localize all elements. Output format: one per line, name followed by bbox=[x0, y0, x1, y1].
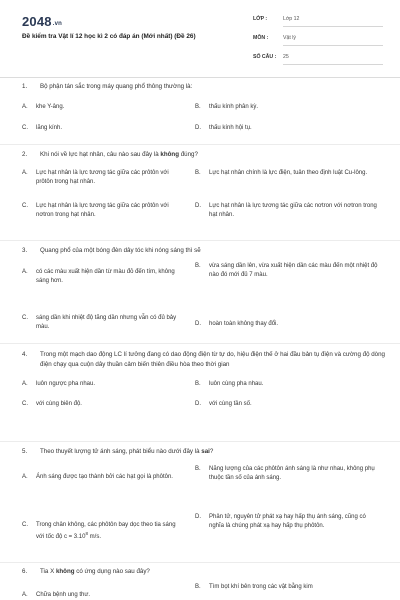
option-text: Lực hạt nhân là lực tương tác giữa các prôtôn với nơtron trong hạt nhân. bbox=[36, 202, 169, 219]
question-text-emphasis: không bbox=[55, 568, 75, 575]
option-a[interactable] bbox=[22, 380, 190, 390]
option-text: Lực hạt nhân là lực tương tác giữa các nơtron với nơtron trong hạt nhân. bbox=[209, 202, 377, 219]
option-a[interactable] bbox=[22, 169, 185, 188]
question-number: 5. bbox=[22, 448, 28, 455]
option-b[interactable] bbox=[195, 103, 375, 113]
option-letter: D. bbox=[195, 513, 201, 520]
option-letter: C. bbox=[22, 124, 28, 131]
option-text: luôn cùng pha nhau. bbox=[209, 381, 264, 388]
option-letter: C. bbox=[22, 401, 28, 408]
option-letter: B. bbox=[195, 583, 201, 590]
question-divider bbox=[0, 441, 400, 442]
site-logo[interactable] bbox=[22, 14, 62, 29]
option-text: với cùng tần số. bbox=[209, 401, 252, 408]
question-6 bbox=[22, 567, 386, 600]
logo-main: 2048 bbox=[22, 14, 52, 29]
option-text: khe Y-âng. bbox=[36, 103, 65, 110]
meta-value: Vật lý bbox=[283, 32, 383, 46]
question-number: 2. bbox=[22, 151, 28, 158]
option-text-part: Trong chân không, các phôtôn bay dọc theo tia sáng với tốc độ c = 3.10 bbox=[36, 521, 176, 541]
question-text bbox=[40, 447, 386, 457]
option-text: Tìm bọt khí bên trong các vật bằng kim bbox=[209, 583, 313, 590]
option-a[interactable] bbox=[22, 473, 185, 483]
page-header bbox=[0, 0, 400, 74]
option-text-part: m/s. bbox=[87, 534, 101, 541]
question-2 bbox=[22, 150, 386, 240]
meta-value: Lớp 12 bbox=[283, 13, 383, 27]
logo-suffix: .vn bbox=[52, 21, 63, 27]
option-d[interactable] bbox=[195, 202, 381, 221]
question-text-part: Tia X bbox=[40, 568, 56, 575]
question-4 bbox=[22, 350, 386, 417]
option-text: Phân tử, nguyên tử phát xạ hay hấp thụ ánh sáng, cũng có nghĩa là chúng phát xạ hay hấp thụ phôtôn. bbox=[209, 513, 366, 530]
question-text-part: Khi nói về lực hạt nhân, câu nào sau đây là bbox=[40, 151, 161, 158]
question-5 bbox=[22, 447, 386, 563]
meta-label: LỚP : bbox=[253, 16, 268, 22]
header-divider bbox=[0, 77, 400, 78]
option-letter: B. bbox=[195, 381, 201, 388]
options bbox=[22, 463, 386, 563]
meta-count-row bbox=[253, 51, 383, 70]
question-text-emphasis: không bbox=[160, 151, 179, 158]
question-divider bbox=[0, 144, 400, 145]
option-text: Năng lượng của các phôtôn ánh sáng là như nhau, không phụ thuộc tần số của ánh sáng. bbox=[209, 465, 375, 482]
option-c[interactable] bbox=[22, 202, 185, 221]
question-text: Bộ phận tán sắc trong máy quang phổ thông thường là: bbox=[40, 83, 193, 90]
question-number: 6. bbox=[22, 568, 28, 575]
option-c[interactable] bbox=[22, 124, 190, 134]
option-text: thấu kính phân kỳ. bbox=[209, 103, 259, 110]
meta-subject-row bbox=[253, 32, 383, 51]
option-letter: C. bbox=[22, 521, 28, 528]
question-text: Trong một mạch dao động LC lí tưởng đang có dao động điện từ tự do, hiệu điện thế ở hai đầu bản tụ điện và cường độ dòng điện chạy qua cuộn dây thuần cảm biến thiên điều hòa theo thời gian bbox=[40, 351, 385, 368]
option-letter: A. bbox=[22, 103, 28, 110]
option-letter: C. bbox=[22, 202, 28, 209]
options bbox=[22, 166, 386, 240]
option-d[interactable] bbox=[195, 124, 375, 134]
option-c[interactable] bbox=[22, 400, 190, 410]
option-text bbox=[36, 521, 185, 543]
option-letter: D. bbox=[195, 320, 201, 327]
option-letter: D. bbox=[195, 401, 201, 408]
option-letter: A. bbox=[22, 381, 28, 388]
option-text: vừa sáng dần lên, vừa xuất hiện dần các màu đến một nhiệt độ nào đó mới đủ 7 màu. bbox=[209, 262, 378, 279]
options bbox=[22, 583, 386, 600]
question-number: 4. bbox=[22, 351, 28, 358]
option-letter: D. bbox=[195, 202, 201, 209]
meta-class-row bbox=[253, 13, 383, 32]
question-number: 3. bbox=[22, 247, 28, 254]
option-letter: D. bbox=[195, 124, 201, 131]
option-letter: B. bbox=[195, 465, 201, 472]
option-text: sáng dần khi nhiệt độ tăng dần nhưng vẫn có đủ bảy màu. bbox=[36, 314, 177, 331]
question-text: Quang phổ của một bóng đèn dây tóc khi nóng sáng thì sẽ bbox=[40, 247, 201, 254]
option-b[interactable] bbox=[195, 583, 381, 593]
option-b[interactable] bbox=[195, 380, 375, 390]
option-a[interactable] bbox=[22, 103, 190, 113]
option-letter: A. bbox=[22, 268, 28, 275]
question-1 bbox=[22, 82, 386, 140]
option-b[interactable] bbox=[195, 465, 381, 484]
meta-label: MÔN : bbox=[253, 35, 269, 41]
option-b[interactable] bbox=[195, 262, 381, 281]
option-text: Ánh sáng được tạo thành bởi các hạt gọi là phôtôn. bbox=[36, 473, 173, 480]
question-text-part: ? bbox=[209, 448, 214, 455]
option-text: hoàn toàn không thay đổi. bbox=[209, 320, 279, 327]
option-d[interactable] bbox=[195, 400, 375, 410]
question-text-emphasis: sai bbox=[201, 448, 210, 455]
option-text: luôn ngược pha nhau. bbox=[36, 381, 95, 388]
question-text-part: đúng? bbox=[178, 151, 198, 158]
option-letter: A. bbox=[22, 169, 28, 176]
options bbox=[22, 375, 386, 417]
option-text: với cùng biên độ. bbox=[36, 401, 82, 408]
question-text bbox=[40, 150, 386, 160]
option-letter: B. bbox=[195, 169, 201, 176]
page-title: Đề kiểm tra Vật lí 12 học kì 2 có đáp án (Mới nhất) (Đề 26) bbox=[22, 33, 196, 40]
option-text: thấu kính hội tụ. bbox=[209, 124, 252, 131]
option-letter: C. bbox=[22, 314, 28, 321]
meta-value: 25 bbox=[283, 51, 383, 65]
options bbox=[22, 262, 386, 344]
option-c[interactable] bbox=[22, 521, 185, 543]
option-a[interactable] bbox=[22, 268, 185, 287]
question-text bbox=[40, 567, 386, 577]
options bbox=[22, 98, 386, 140]
option-text: Lực hạt nhân chính là lực điện, tuân theo định luật Cu-lông. bbox=[209, 169, 368, 176]
question-text-part: có ứng dụng nào sau đây? bbox=[74, 568, 150, 575]
option-d[interactable] bbox=[195, 320, 381, 330]
option-text: Lực hạt nhân là lực tương tác giữa các prôtôn với prôtôn trong hạt nhân. bbox=[36, 169, 169, 186]
option-letter: A. bbox=[22, 591, 28, 598]
option-text-superscript: 8 bbox=[85, 531, 88, 537]
option-a[interactable] bbox=[22, 591, 185, 600]
meta-label: SỐ CÂU : bbox=[253, 54, 277, 60]
option-c[interactable] bbox=[22, 314, 185, 333]
option-letter: B. bbox=[195, 262, 201, 269]
exam-meta bbox=[253, 13, 383, 70]
question-number: 1. bbox=[22, 83, 28, 90]
question-divider bbox=[0, 343, 400, 344]
question-3 bbox=[22, 246, 386, 344]
option-letter: A. bbox=[22, 473, 28, 480]
option-text: có các màu xuất hiện dần từ màu đỏ đến tím, không sáng hơn. bbox=[36, 268, 175, 285]
question-text-part: Theo thuyết lượng tử ánh sáng, phát biểu nào dưới đây là bbox=[40, 448, 202, 455]
option-text: Chữa bệnh ung thư. bbox=[36, 591, 91, 598]
option-text: lăng kính. bbox=[36, 124, 63, 131]
option-d[interactable] bbox=[195, 513, 381, 532]
question-divider bbox=[0, 562, 400, 563]
option-b[interactable] bbox=[195, 169, 381, 179]
question-divider bbox=[0, 240, 400, 241]
option-letter: B. bbox=[195, 103, 201, 110]
